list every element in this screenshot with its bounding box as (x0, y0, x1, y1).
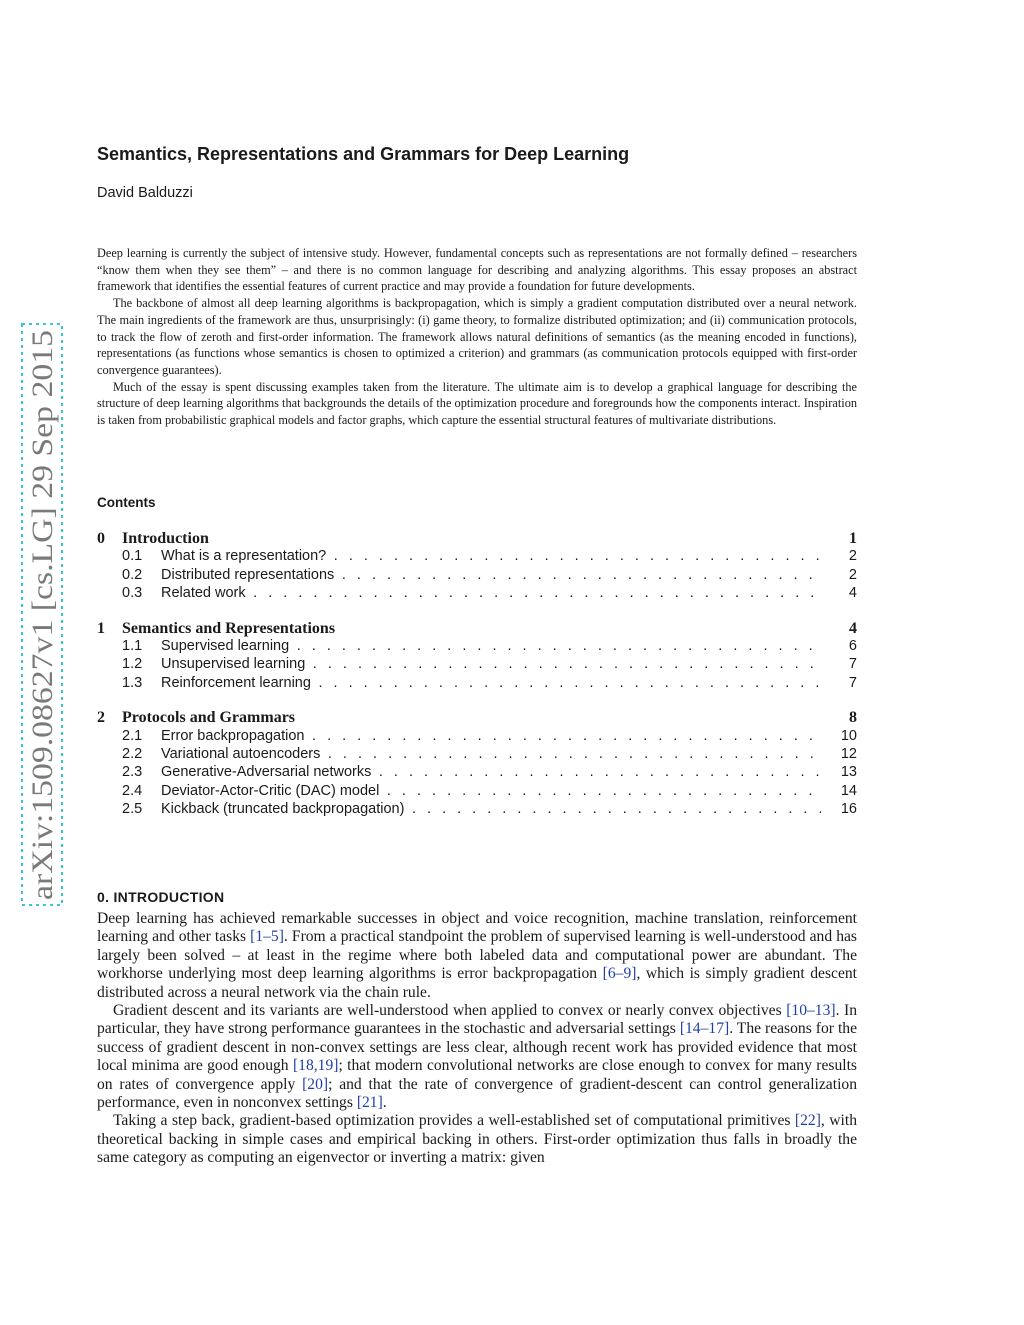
toc-entry-introduction[interactable] (97, 530, 857, 548)
toc-subsection-title: Kickback (truncated backpropagation) . . . (161, 801, 821, 817)
toc-section-number: 0 (97, 530, 105, 547)
body-text: ; that modern convolutional networks are close enough to convex for many results on rates of convergence apply (97, 1057, 857, 1093)
toc-subsection-title: Supervised learning . . . (161, 638, 821, 654)
toc-subsection-number: 1.2 (122, 656, 143, 673)
citation-link[interactable]: [21] (356, 1094, 383, 1112)
toc-entry-related-work[interactable] (97, 585, 857, 603)
toc-section-number: 2 (97, 709, 105, 727)
toc-entry-reinforcement-learning[interactable] (97, 675, 857, 693)
toc-page-number: 2 (848, 566, 857, 583)
body-text: , which is simply gradient descent distributed across a neural network via the chain rule. (97, 965, 858, 1001)
citation-link[interactable]: [18,19] (292, 1057, 339, 1075)
toc-page-number: 6 (848, 637, 857, 654)
toc-subsection-number: 0.3 (122, 585, 143, 602)
body-paragraph (97, 910, 857, 1002)
citation-link[interactable]: [1–5] (250, 928, 284, 946)
body-text: ; and that the rate of convergence of gradient-descent can control generalization performance, even in nonconvex settings (97, 1075, 857, 1112)
body-text: . (382, 1094, 387, 1112)
toc-subsection-number: 2.5 (122, 801, 143, 818)
table-of-contents (97, 530, 857, 835)
contents-heading: Contents (97, 495, 156, 510)
body-text: . The reasons for the success of gradient descent in non-convex settings are less clear, although recent work has provided evidence that most local minima are good enough (97, 1020, 857, 1075)
toc-section (97, 709, 857, 819)
toc-page-number: 7 (848, 674, 857, 691)
citation-link[interactable]: [6–9] (602, 965, 637, 983)
toc-entry-what-is-a-representation[interactable] (97, 548, 857, 566)
toc-subsection-number: 2.2 (122, 745, 143, 762)
toc-subsection-title: Unsupervised learning . . . (161, 656, 821, 672)
toc-page-number: 10 (840, 727, 857, 744)
toc-subsection-number: 0.2 (122, 566, 143, 583)
introduction-body (97, 910, 857, 1168)
toc-subsection-number: 1.1 (122, 637, 143, 654)
toc-page-number: 8 (849, 709, 857, 727)
toc-page-number: 2 (848, 548, 857, 565)
citation-link[interactable]: [20] (302, 1075, 329, 1093)
body-text: Gradient descent and its variants are well-understood when applied to convex or nearly convex objectives (113, 1002, 787, 1020)
citation-link[interactable]: [10–13] (786, 1002, 836, 1020)
toc-entry-distributed-representations[interactable] (97, 567, 857, 585)
toc-section (97, 530, 857, 604)
toc-entry-supervised-learning[interactable] (97, 638, 857, 656)
toc-entry-variational-autoencoders[interactable] (97, 746, 857, 764)
body-paragraph (97, 1112, 857, 1167)
paper-author: David Balduzzi (97, 185, 193, 201)
toc-subsection-number: 2.1 (122, 727, 143, 744)
arxiv-id: arXiv:1509.08627v1 [cs.LG] 29 Sep 2015 (26, 393, 59, 900)
toc-section-title: Introduction (122, 530, 209, 547)
body-text: Taking a step back, gradient-based optimization provides a well-established set of computational primitives (113, 1112, 795, 1130)
toc-section-title: Protocols and Grammars (122, 709, 296, 727)
toc-subsection-number: 2.4 (122, 782, 143, 799)
toc-page-number: 1 (849, 530, 857, 547)
abstract (97, 245, 857, 429)
body-text: , with theoretical backing in simple cases and empirical backing in others. First-order optimization thus falls in broadly the same category as computing an eigenvector or inverting a matrix: given (97, 1112, 857, 1167)
toc-entry-error-backpropagation[interactable] (97, 728, 857, 746)
abstract-paragraph: Much of the essay is spent discussing examples taken from the literature. The ultimate aim is to develop a graphical language for describing the structure of deep learning algorithms that backgrounds the details of the optimization procedure and foregrounds how the components interact. Inspiration is taken from probabilistic graphical models and factor graphs, which capture the essential structural features of multivariate distributions. (97, 379, 857, 428)
citation-link[interactable]: [14–17] (679, 1020, 730, 1038)
abstract-paragraph: The backbone of almost all deep learning algorithms is backpropagation, which is simply a gradient computation distributed over a neural network. The main ingredients of the framework are thus, unsurprisingly: (i) game theory, to formalize distributed optimization; and (ii) communication protocols, to track the flow of zeroth and first-order information. The framework allows natural definitions of semantics (as the meaning encoded in functions), representations (as functions whose semantics is chosen to optimized a criterion) and grammars (as communication protocols equipped with first-order convergence guarantees). (97, 296, 857, 377)
introduction-heading: 0. INTRODUCTION (97, 889, 225, 905)
toc-page-number: 4 (848, 585, 857, 602)
citation-link[interactable]: [22] (794, 1112, 821, 1130)
toc-subsection-title: What is a representation? . . . (161, 548, 821, 564)
toc-entry-deviator-actor-critic[interactable] (97, 783, 857, 801)
toc-subsection-title: Reinforcement learning . . . (161, 675, 821, 691)
paper-title: Semantics, Representations and Grammars for Deep Learning (97, 144, 630, 164)
toc-page-number: 7 (848, 656, 857, 673)
toc-subsection-number: 0.1 (122, 548, 143, 565)
toc-subsection-title: Generative-Adversarial networks . . . (161, 764, 821, 780)
body-text: Deep learning has achieved remarkable successes in object and voice recognition, machine translation, reinforcement learning and other tasks (97, 910, 857, 946)
toc-subsection-title: Deviator-Actor-Critic (DAC) model . . . (161, 783, 821, 799)
toc-subsection-title: Related work . . . (161, 585, 821, 601)
toc-entry-kickback[interactable] (97, 801, 857, 819)
toc-page-number: 12 (840, 745, 857, 762)
body-text: . In particular, they have strong performance guarantees in the stochastic and adversarial settings (97, 1002, 857, 1038)
toc-subsection-number: 2.3 (122, 764, 143, 781)
toc-entry-generative-adversarial-networks[interactable] (97, 764, 857, 782)
toc-subsection-title: Distributed representations . . . (161, 567, 821, 583)
arxiv-stamp-graphic (20, 322, 64, 907)
arxiv-sidebar-stamp (20, 322, 64, 907)
body-text: . From a practical standpoint the problem of supervised learning is well-understood and has largely been solved – at least in the regime where both labeled data and computational power are abundant. The workhorse underlying most deep learning algorithms is error backpropagation (97, 928, 857, 983)
abstract-paragraph: Deep learning is currently the subject of intensive study. However, fundamental concepts such as representations are not formally defined – researchers “know them when they see them” – and there is no common language for describing and analyzing algorithms. This essay proposes an abstract framework that identifies the essential features of current practice and may provide a foundation for future developments. (97, 246, 857, 294)
body-paragraph (97, 1002, 857, 1112)
toc-entry-semantics-and-representations[interactable] (97, 620, 857, 638)
toc-subsection-number: 1.3 (122, 674, 143, 691)
toc-entry-protocols-and-grammars[interactable] (97, 709, 857, 727)
toc-page-number: 13 (840, 764, 857, 781)
toc-page-number: 4 (849, 619, 857, 637)
toc-subsection-title: Variational autoencoders . . . (161, 746, 821, 762)
toc-entry-unsupervised-learning[interactable] (97, 656, 857, 674)
toc-section-number: 1 (97, 619, 105, 637)
toc-page-number: 16 (840, 801, 857, 818)
toc-section (97, 620, 857, 694)
toc-section-title: Semantics and Representations (122, 619, 336, 637)
toc-subsection-title: Error backpropagation . . . (161, 728, 821, 744)
toc-page-number: 14 (840, 782, 857, 799)
